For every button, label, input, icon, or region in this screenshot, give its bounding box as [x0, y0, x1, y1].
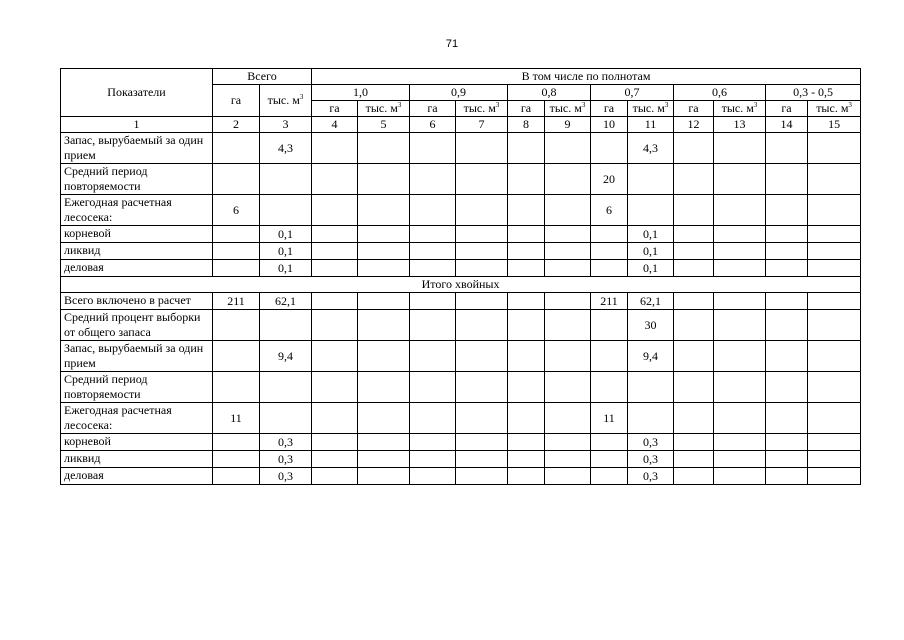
cell	[808, 310, 861, 341]
cell	[545, 195, 591, 226]
cell: 62,1	[260, 293, 312, 310]
table-row	[61, 133, 861, 164]
cell	[591, 310, 628, 341]
section-title: Итого хвойных	[61, 277, 861, 293]
cell	[456, 133, 508, 164]
cell	[808, 468, 861, 485]
unit-ha: га	[591, 101, 628, 117]
header-including: В том числе по полнотам	[312, 69, 861, 85]
cell	[312, 243, 358, 260]
row-label: деловая	[61, 260, 213, 277]
cell	[312, 434, 358, 451]
cell	[410, 341, 456, 372]
cell	[508, 310, 545, 341]
cell	[766, 451, 808, 468]
cell	[260, 195, 312, 226]
row-label: Всего включено в расчет	[61, 293, 213, 310]
cell	[674, 451, 714, 468]
cell	[410, 195, 456, 226]
cell: 0,3	[260, 451, 312, 468]
cell	[545, 293, 591, 310]
cell	[456, 293, 508, 310]
cell	[358, 310, 410, 341]
cell	[808, 226, 861, 243]
cell	[628, 403, 674, 434]
cell	[674, 468, 714, 485]
cell: 6	[213, 195, 260, 226]
table-row	[61, 341, 861, 372]
cell	[410, 451, 456, 468]
cell	[312, 133, 358, 164]
cell	[456, 468, 508, 485]
cell: 211	[591, 293, 628, 310]
cell	[808, 243, 861, 260]
cell	[545, 164, 591, 195]
cell	[312, 226, 358, 243]
page-number: 71	[445, 38, 459, 50]
row-label: корневой	[61, 434, 213, 451]
cell: 0,1	[628, 243, 674, 260]
cell	[260, 310, 312, 341]
cell: 0,3	[260, 434, 312, 451]
row-label: Ежегодная расчетная лесосека:	[61, 403, 213, 434]
cell	[508, 226, 545, 243]
column-number: 14	[766, 117, 808, 133]
table-row	[61, 293, 861, 310]
column-number: 1	[61, 117, 213, 133]
cell	[591, 243, 628, 260]
cell	[456, 372, 508, 403]
cell	[508, 468, 545, 485]
column-number: 7	[456, 117, 508, 133]
cell	[312, 293, 358, 310]
table-row	[61, 195, 861, 226]
cell	[508, 403, 545, 434]
cell: 4,3	[628, 133, 674, 164]
cell	[766, 243, 808, 260]
cell	[808, 372, 861, 403]
cell	[213, 372, 260, 403]
table-row	[61, 468, 861, 485]
cell	[545, 341, 591, 372]
cell	[808, 260, 861, 277]
cell	[358, 164, 410, 195]
cell	[410, 310, 456, 341]
table-row	[61, 243, 861, 260]
header-total-ha: га	[213, 85, 260, 117]
cell	[213, 226, 260, 243]
cell	[410, 468, 456, 485]
cell: 30	[628, 310, 674, 341]
cell	[410, 434, 456, 451]
cell: 0,3	[628, 468, 674, 485]
cell	[545, 310, 591, 341]
cell: 0,1	[628, 260, 674, 277]
cell	[714, 243, 766, 260]
unit-volume: тыс. $м^3$	[714, 101, 766, 117]
cell	[312, 341, 358, 372]
cell: 0,1	[260, 260, 312, 277]
cell	[545, 451, 591, 468]
cell	[456, 341, 508, 372]
cell	[456, 164, 508, 195]
cell	[766, 164, 808, 195]
cell	[312, 310, 358, 341]
cell	[714, 164, 766, 195]
row-label: ликвид	[61, 451, 213, 468]
cell	[213, 434, 260, 451]
header-row-1	[61, 69, 861, 85]
cell	[714, 133, 766, 164]
cell	[545, 243, 591, 260]
column-number: 8	[508, 117, 545, 133]
cell	[312, 260, 358, 277]
cell	[545, 468, 591, 485]
cell	[456, 243, 508, 260]
cell	[358, 372, 410, 403]
header-total-volume: тыс. $м^3$	[260, 85, 312, 117]
unit-volume: тыс. $м^3$	[358, 101, 410, 117]
row-label: Запас, вырубаемый за один прием	[61, 341, 213, 372]
column-number: 12	[674, 117, 714, 133]
cell	[808, 164, 861, 195]
column-number: 10	[591, 117, 628, 133]
unit-ha: га	[312, 101, 358, 117]
cell: 0,1	[260, 243, 312, 260]
cell	[213, 451, 260, 468]
column-number: 3	[260, 117, 312, 133]
cell	[591, 372, 628, 403]
cell	[808, 293, 861, 310]
row-label: Средний период повторяемости	[61, 164, 213, 195]
unit-ha: га	[508, 101, 545, 117]
row-label: Средний период повторяемости	[61, 372, 213, 403]
cell	[213, 243, 260, 260]
cell: 0,1	[260, 226, 312, 243]
cell	[766, 226, 808, 243]
cell: 11	[591, 403, 628, 434]
cell	[766, 468, 808, 485]
table-row	[61, 451, 861, 468]
cell	[674, 133, 714, 164]
cell	[545, 403, 591, 434]
cell	[213, 260, 260, 277]
cell	[545, 226, 591, 243]
cell: 62,1	[628, 293, 674, 310]
column-number: 13	[714, 117, 766, 133]
cell	[358, 403, 410, 434]
cell	[358, 341, 410, 372]
cell	[213, 341, 260, 372]
cell	[714, 260, 766, 277]
cell	[808, 133, 861, 164]
cell	[358, 260, 410, 277]
cell	[545, 260, 591, 277]
cell	[766, 260, 808, 277]
cell	[410, 372, 456, 403]
cell	[358, 226, 410, 243]
cell	[358, 451, 410, 468]
cell	[545, 133, 591, 164]
header-density: 1,0	[312, 85, 410, 101]
cell	[213, 310, 260, 341]
cell	[714, 468, 766, 485]
cell	[213, 468, 260, 485]
cell	[808, 434, 861, 451]
unit-volume: тыс. $м^3$	[545, 101, 591, 117]
cell	[714, 310, 766, 341]
cell	[628, 195, 674, 226]
cell: 20	[591, 164, 628, 195]
column-number: 2	[213, 117, 260, 133]
unit-ha: га	[410, 101, 456, 117]
cell	[674, 164, 714, 195]
cell	[410, 293, 456, 310]
cell	[312, 451, 358, 468]
cell	[714, 341, 766, 372]
cell	[591, 341, 628, 372]
unit-volume: тыс. $м^3$	[456, 101, 508, 117]
cell	[410, 403, 456, 434]
cell	[766, 403, 808, 434]
cell: 9,4	[628, 341, 674, 372]
unit-ha: га	[766, 101, 808, 117]
column-number: 4	[312, 117, 358, 133]
row-label: ликвид	[61, 243, 213, 260]
cell	[312, 403, 358, 434]
cell	[312, 372, 358, 403]
cell	[766, 372, 808, 403]
cell	[714, 372, 766, 403]
cell	[456, 403, 508, 434]
cell	[456, 434, 508, 451]
cell	[508, 434, 545, 451]
cell	[674, 293, 714, 310]
unit-volume: тыс. $м^3$	[808, 101, 861, 117]
cell	[456, 226, 508, 243]
cell	[674, 226, 714, 243]
cell	[456, 195, 508, 226]
cell	[545, 434, 591, 451]
cell	[508, 372, 545, 403]
cell	[674, 195, 714, 226]
forest-cutting-table	[60, 68, 861, 485]
row-label: Средний процент выборки от общего запаса	[61, 310, 213, 341]
cell	[410, 133, 456, 164]
header-density: 0,8	[508, 85, 591, 101]
table-row	[61, 226, 861, 243]
cell	[545, 372, 591, 403]
cell	[714, 403, 766, 434]
cell: 0,3	[628, 434, 674, 451]
cell: 9,4	[260, 341, 312, 372]
cell	[591, 434, 628, 451]
cell	[358, 243, 410, 260]
cell	[766, 195, 808, 226]
cell	[808, 341, 861, 372]
cell: 0,3	[260, 468, 312, 485]
cell	[674, 260, 714, 277]
cell	[213, 164, 260, 195]
column-number: 11	[628, 117, 674, 133]
cell	[808, 195, 861, 226]
section-row	[61, 277, 861, 293]
cell	[808, 451, 861, 468]
cell	[766, 434, 808, 451]
cell	[628, 372, 674, 403]
cell	[358, 468, 410, 485]
cell	[591, 260, 628, 277]
cell	[456, 260, 508, 277]
header-density: 0,3 - 0,5	[766, 85, 861, 101]
cell	[674, 243, 714, 260]
cell	[508, 293, 545, 310]
row-label: Запас, вырубаемый за один прием	[61, 133, 213, 164]
cell	[591, 468, 628, 485]
column-number: 9	[545, 117, 591, 133]
table-row	[61, 403, 861, 434]
cell	[508, 195, 545, 226]
cell	[714, 226, 766, 243]
cell	[508, 451, 545, 468]
column-number-row	[61, 117, 861, 133]
cell: 0,3	[628, 451, 674, 468]
cell	[358, 133, 410, 164]
cell	[358, 434, 410, 451]
cell	[312, 468, 358, 485]
cell	[508, 341, 545, 372]
cell	[312, 164, 358, 195]
cell	[358, 293, 410, 310]
cell	[591, 133, 628, 164]
cell: 211	[213, 293, 260, 310]
cell	[508, 243, 545, 260]
cell	[674, 403, 714, 434]
cell	[260, 403, 312, 434]
cell	[591, 226, 628, 243]
unit-ha: га	[674, 101, 714, 117]
cell	[628, 164, 674, 195]
cell	[213, 133, 260, 164]
header-density: 0,7	[591, 85, 674, 101]
cell	[714, 195, 766, 226]
cell	[674, 341, 714, 372]
cell	[674, 372, 714, 403]
cell	[674, 310, 714, 341]
unit-volume: тыс. $м^3$	[628, 101, 674, 117]
cell	[714, 451, 766, 468]
cell: 4,3	[260, 133, 312, 164]
column-number: 15	[808, 117, 861, 133]
cell	[410, 226, 456, 243]
table-row	[61, 260, 861, 277]
cell: 6	[591, 195, 628, 226]
header-density: 0,6	[674, 85, 766, 101]
cell	[410, 164, 456, 195]
cell	[508, 133, 545, 164]
cell	[508, 164, 545, 195]
column-number: 6	[410, 117, 456, 133]
cell	[766, 293, 808, 310]
header-density: 0,9	[410, 85, 508, 101]
cell	[714, 293, 766, 310]
cell	[766, 341, 808, 372]
cell	[358, 195, 410, 226]
row-label: Ежегодная расчетная лесосека:	[61, 195, 213, 226]
header-total: Всего	[213, 69, 312, 85]
cell	[808, 403, 861, 434]
cell	[312, 195, 358, 226]
table-row	[61, 310, 861, 341]
cell	[456, 310, 508, 341]
cell	[766, 310, 808, 341]
header-indicators: Показатели	[61, 69, 213, 117]
cell	[508, 260, 545, 277]
cell: 11	[213, 403, 260, 434]
table-row	[61, 164, 861, 195]
cell	[260, 164, 312, 195]
cell	[591, 451, 628, 468]
table-row	[61, 372, 861, 403]
row-label: корневой	[61, 226, 213, 243]
cell	[410, 260, 456, 277]
cell	[260, 372, 312, 403]
cell	[456, 451, 508, 468]
cell	[674, 434, 714, 451]
table-row	[61, 434, 861, 451]
cell: 0,1	[628, 226, 674, 243]
column-number: 5	[358, 117, 410, 133]
cell	[410, 243, 456, 260]
cell	[714, 434, 766, 451]
row-label: деловая	[61, 468, 213, 485]
cell	[766, 133, 808, 164]
